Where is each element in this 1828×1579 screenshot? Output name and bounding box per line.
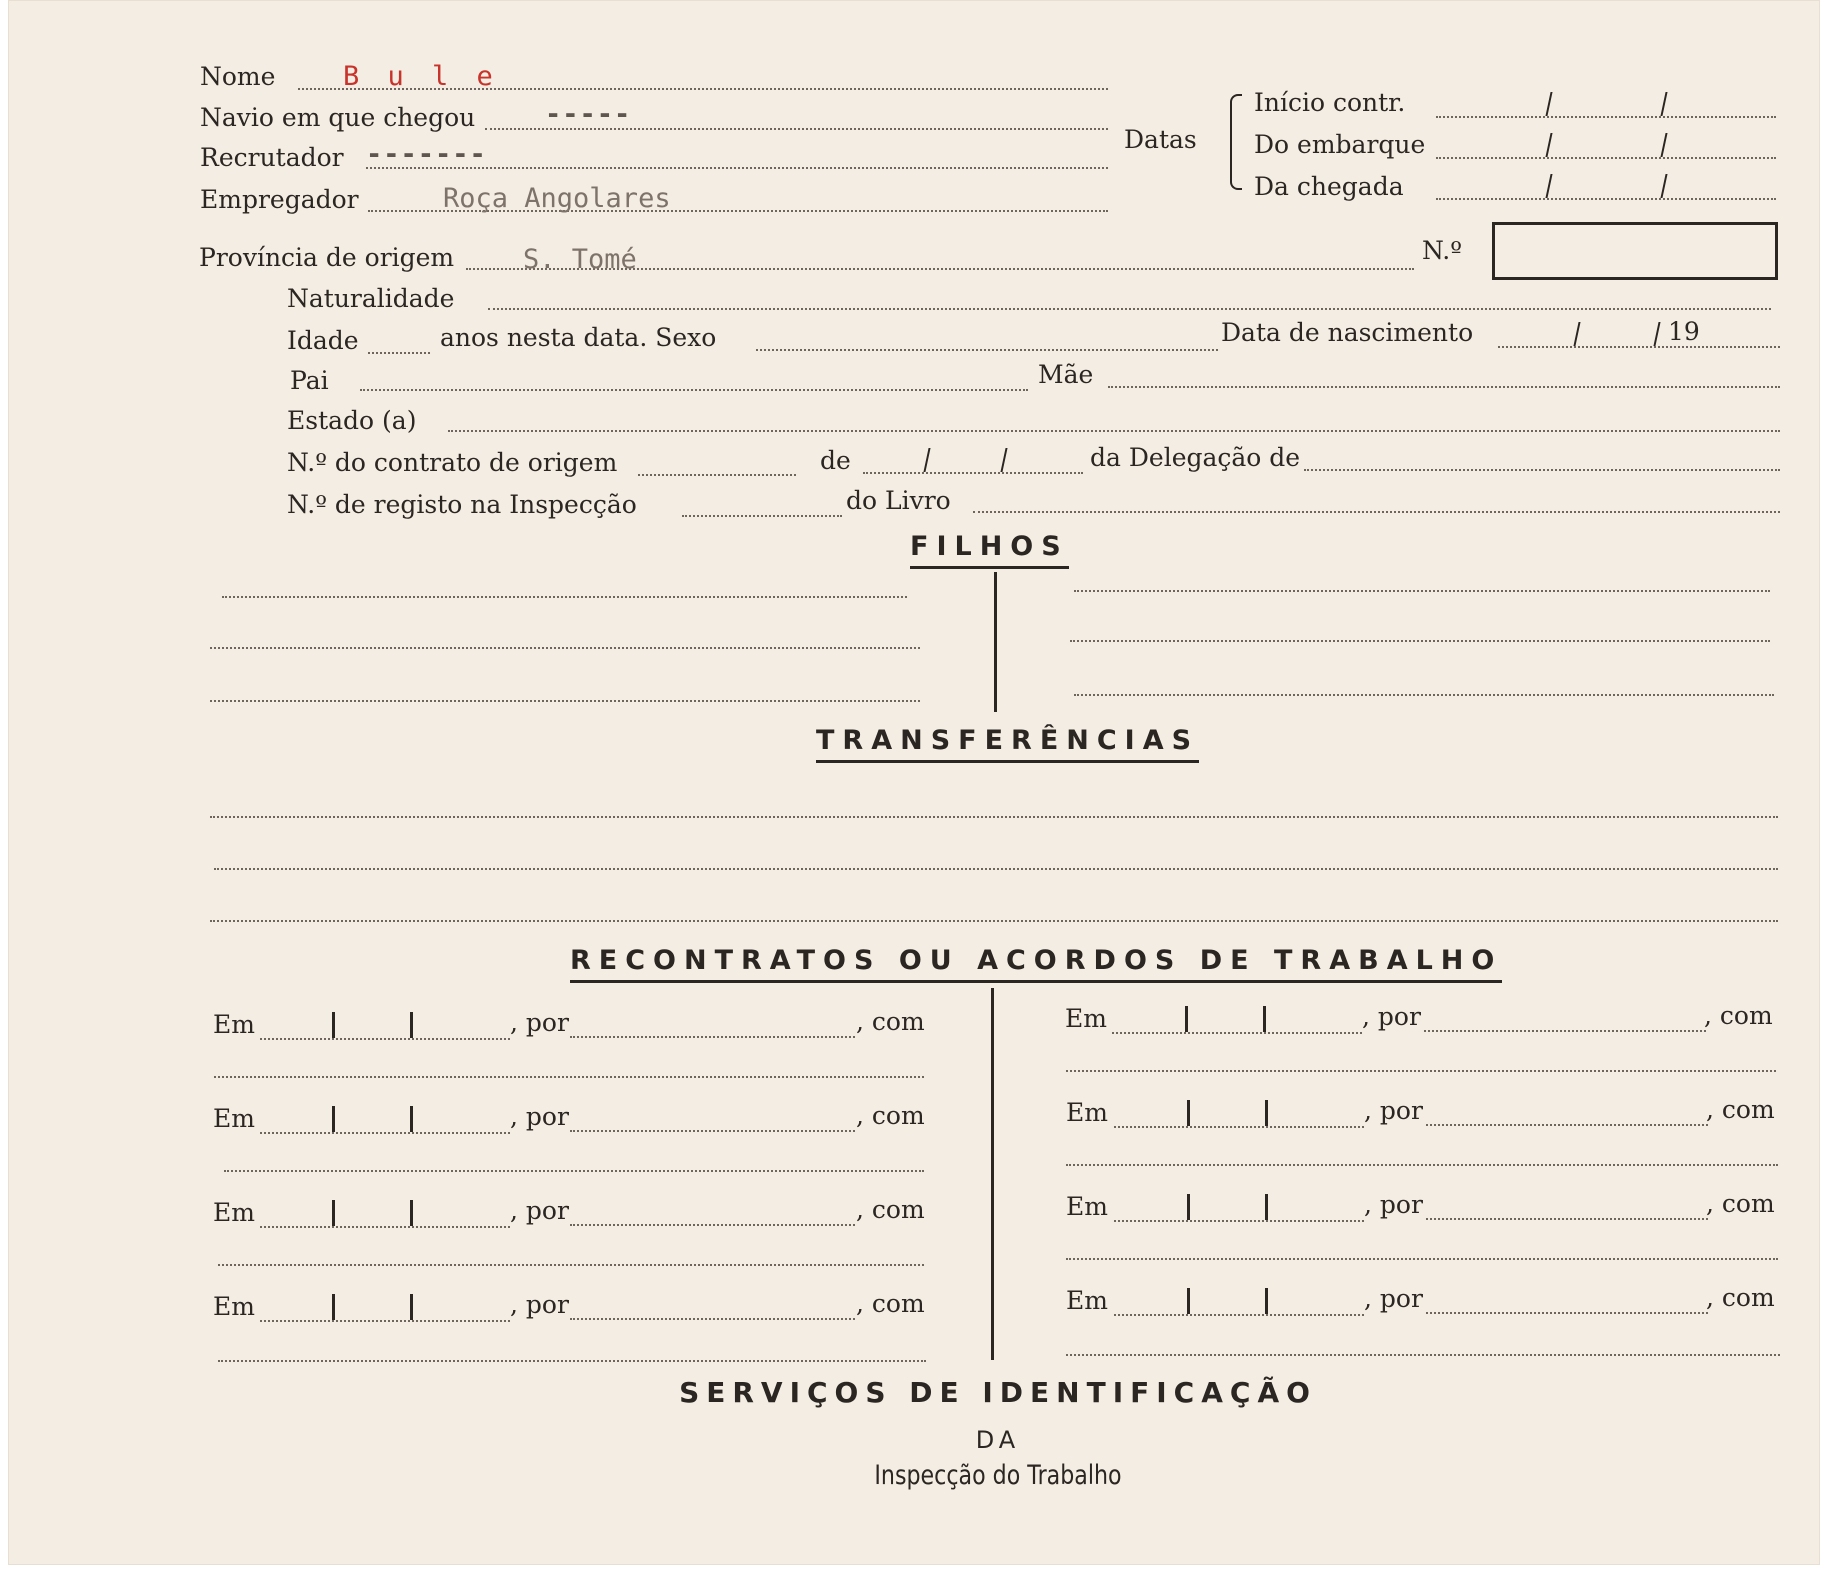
data-nascimento-label: Data de nascimento <box>1221 318 1474 347</box>
em-label: Em <box>213 1010 255 1039</box>
estado-line <box>448 430 1780 432</box>
date-separator <box>1187 1288 1190 1314</box>
slash <box>1573 322 1580 346</box>
com-label: , com <box>1706 1095 1775 1124</box>
slash <box>1660 92 1667 116</box>
contrato-date-line <box>863 472 1083 474</box>
por-line <box>1424 1030 1706 1032</box>
nome-label: Nome <box>200 62 276 91</box>
sexo-line <box>756 349 1218 351</box>
recontratos-divider <box>991 988 994 1360</box>
slash <box>1660 174 1667 198</box>
identification-card <box>8 0 1820 1565</box>
em-label: Em <box>1066 1098 1108 1127</box>
navio-label: Navio em que chegou <box>200 103 476 132</box>
date-separator <box>1263 1006 1266 1032</box>
filho-line <box>1070 640 1770 642</box>
com-line <box>224 1170 924 1172</box>
com-line <box>1066 1164 1778 1166</box>
date-separator <box>332 1106 335 1132</box>
idade-line <box>368 352 430 354</box>
transferencia-line <box>210 816 1778 818</box>
date-separator <box>410 1012 413 1038</box>
recontratos-heading: RECONTRATOS OU ACORDOS DE TRABALHO <box>570 944 1502 983</box>
date-separator <box>332 1012 335 1038</box>
registo-line <box>682 515 842 517</box>
delegacao-label: da Delegação de <box>1090 443 1301 472</box>
com-label: , com <box>1706 1189 1775 1218</box>
por-label: , por <box>1362 1002 1421 1031</box>
com-line <box>218 1360 926 1362</box>
filho-line <box>222 596 907 598</box>
por-line <box>570 1036 855 1038</box>
numero-label: N.º <box>1422 236 1462 265</box>
com-line <box>214 1076 924 1078</box>
contrato-de-label: de <box>820 446 851 475</box>
com-line <box>218 1264 924 1266</box>
datas-label: Datas <box>1124 125 1197 154</box>
recrutador-label: Recrutador <box>200 143 344 172</box>
provincia-value: S. Tomé <box>523 244 637 275</box>
por-label: , por <box>510 1102 569 1131</box>
por-label: , por <box>1364 1284 1423 1313</box>
com-line <box>1066 1070 1776 1072</box>
em-label: Em <box>1066 1192 1108 1221</box>
mae-label: Mãe <box>1038 360 1094 389</box>
com-line <box>1066 1258 1778 1260</box>
date-line <box>1114 1126 1364 1128</box>
empregador-value: Roça Angolares <box>443 183 671 214</box>
data-chegada-line <box>1436 198 1776 200</box>
filhos-heading: FILHOS <box>910 530 1069 569</box>
slash <box>1000 448 1007 472</box>
numero-box <box>1492 222 1778 280</box>
por-line <box>1426 1124 1708 1126</box>
por-label: , por <box>510 1196 569 1225</box>
date-separator <box>410 1294 413 1320</box>
em-label: Em <box>213 1104 255 1133</box>
pai-line <box>360 389 1028 391</box>
data-inicio-line <box>1436 116 1776 118</box>
footer-da: DA <box>975 1426 1021 1454</box>
data-nascimento-line <box>1498 346 1780 348</box>
date-separator <box>410 1200 413 1226</box>
slash <box>1653 322 1660 346</box>
anos-sexo-label: anos nesta data. Sexo <box>440 323 717 352</box>
em-label: Em <box>1066 1286 1108 1315</box>
por-line <box>1426 1312 1708 1314</box>
livro-line <box>973 511 1780 513</box>
provincia-label: Província de origem <box>199 243 455 272</box>
com-label: , com <box>856 1101 925 1130</box>
registo-label: N.º de registo na Inspecção <box>287 490 637 519</box>
em-label: Em <box>213 1292 255 1321</box>
recrutador-value: ------- <box>366 139 487 170</box>
pai-label: Pai <box>290 366 329 395</box>
date-separator <box>1185 1006 1188 1032</box>
date-separator <box>1265 1288 1268 1314</box>
por-line <box>570 1130 855 1132</box>
filho-line <box>1074 694 1774 696</box>
com-label: , com <box>856 1195 925 1224</box>
naturalidade-line <box>488 308 1771 310</box>
livro-label: do Livro <box>846 486 951 515</box>
transferencias-heading: TRANSFERÊNCIAS <box>816 724 1199 763</box>
date-separator <box>1187 1100 1190 1126</box>
date-line <box>260 1038 510 1040</box>
em-label: Em <box>1065 1004 1107 1033</box>
slash <box>1545 92 1552 116</box>
filho-line <box>1074 590 1770 592</box>
ano-prefix: 19 <box>1668 317 1700 346</box>
date-separator <box>1265 1100 1268 1126</box>
por-label: , por <box>510 1008 569 1037</box>
data-chegada-label: Da chegada <box>1254 172 1404 201</box>
date-line <box>260 1320 510 1322</box>
slash <box>1660 133 1667 157</box>
estado-label: Estado (a) <box>287 406 417 435</box>
data-embarque-label: Do embarque <box>1254 130 1426 159</box>
filho-line <box>210 700 920 702</box>
date-line <box>1114 1314 1364 1316</box>
por-label: , por <box>510 1290 569 1319</box>
footer-title: SERVIÇOS DE IDENTIFICAÇÃO <box>679 1376 1317 1409</box>
slash <box>1545 174 1552 198</box>
date-line <box>1112 1032 1362 1034</box>
transferencia-line <box>214 868 1778 870</box>
por-line <box>570 1318 855 1320</box>
slash <box>1545 133 1552 157</box>
contrato-line <box>638 474 796 476</box>
por-label: , por <box>1364 1190 1423 1219</box>
idade-label: Idade <box>287 326 359 355</box>
date-separator <box>1187 1194 1190 1220</box>
por-line <box>570 1224 855 1226</box>
filho-line <box>210 647 920 649</box>
datas-brace <box>1230 94 1242 190</box>
date-separator <box>1265 1194 1268 1220</box>
empregador-label: Empregador <box>200 185 359 214</box>
date-line <box>1114 1220 1364 1222</box>
contrato-label: N.º do contrato de origem <box>287 448 618 477</box>
footer-inspeccao: Inspecção do Trabalho <box>874 1460 1122 1491</box>
date-line <box>260 1226 510 1228</box>
com-label: , com <box>1706 1283 1775 1312</box>
com-label: , com <box>1704 1001 1773 1030</box>
navio-value: ----- <box>545 99 632 130</box>
delegacao-line <box>1304 469 1780 471</box>
date-separator <box>332 1294 335 1320</box>
slash <box>923 448 930 472</box>
em-label: Em <box>213 1198 255 1227</box>
date-line <box>260 1132 510 1134</box>
por-label: , por <box>1364 1096 1423 1125</box>
com-line <box>1066 1354 1780 1356</box>
mae-line <box>1108 386 1780 388</box>
data-embarque-line <box>1436 157 1776 159</box>
date-separator <box>410 1106 413 1132</box>
transferencia-line <box>210 920 1778 922</box>
data-inicio-label: Início contr. <box>1254 88 1406 117</box>
naturalidade-label: Naturalidade <box>287 284 455 313</box>
por-line <box>1426 1218 1708 1220</box>
com-label: , com <box>856 1289 925 1318</box>
filhos-divider <box>994 572 997 712</box>
date-separator <box>332 1200 335 1226</box>
nome-value: B u l e <box>343 61 499 92</box>
com-label: , com <box>856 1007 925 1036</box>
